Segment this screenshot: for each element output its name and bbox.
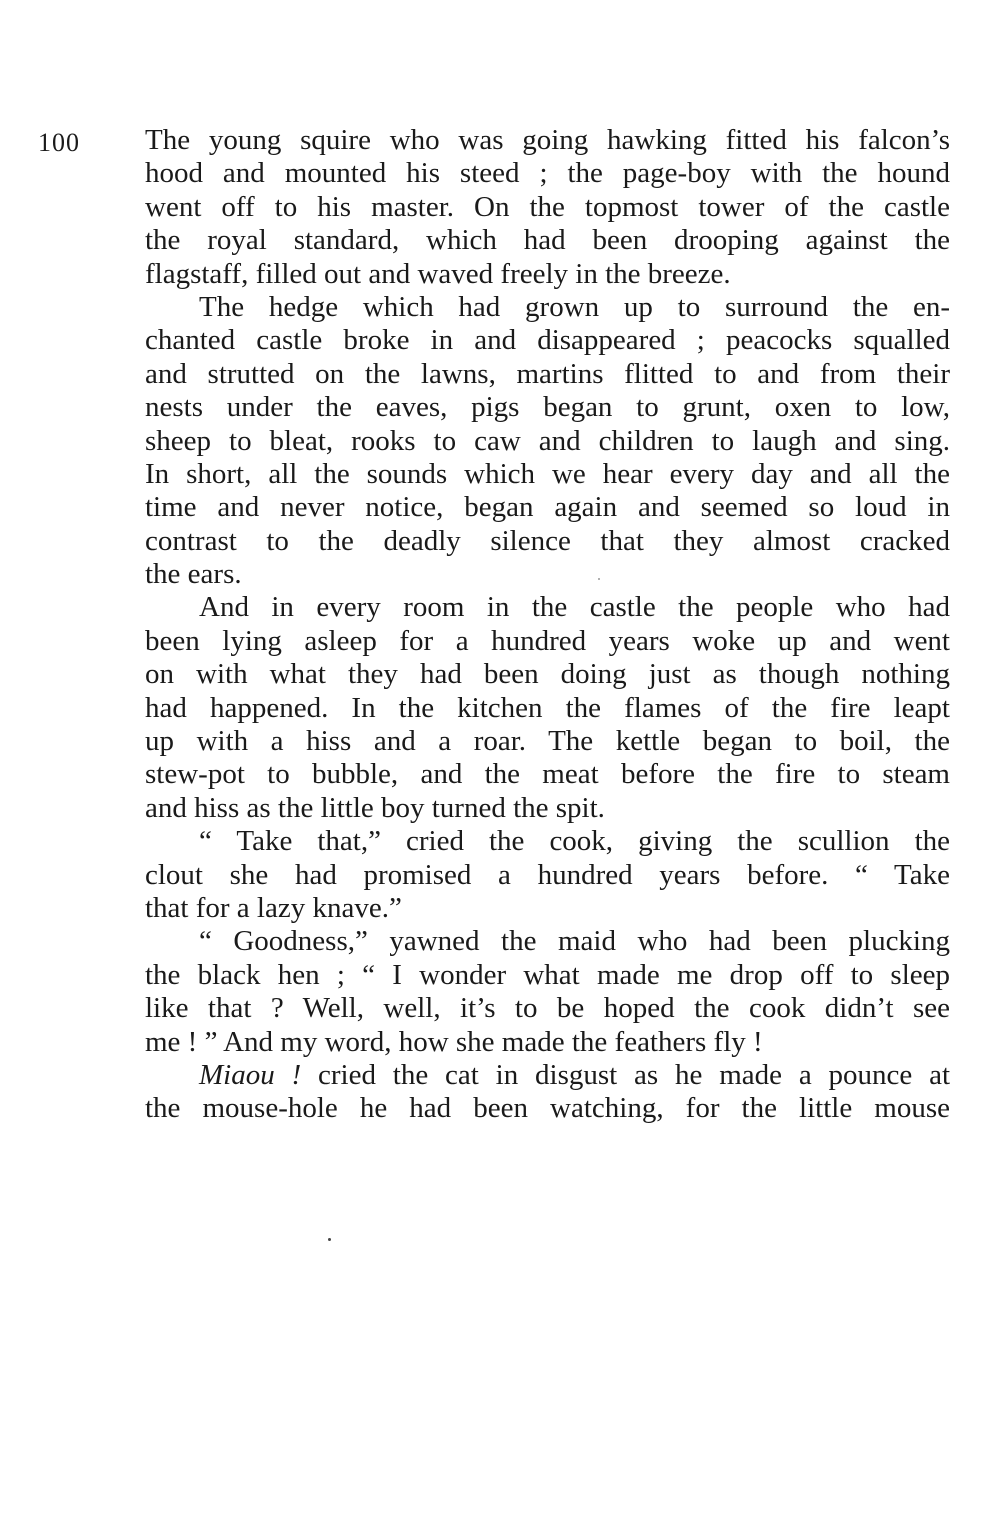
- page-number: 100: [38, 128, 80, 157]
- text-line: [145, 1059, 950, 1092]
- text-line: contrast to the deadly silence that they almost cracked: [145, 524, 950, 557]
- text-line: that for a lazy knave.”: [145, 891, 402, 924]
- text-line: up with a hiss and a roar. The kettle began to boil, the: [145, 725, 950, 758]
- text-line: “ Take that,” cried the cook, giving the scullion the: [199, 825, 950, 858]
- scan-speck: [598, 578, 600, 580]
- text-line: flagstaff, filled out and waved freely in the breeze.: [145, 257, 731, 290]
- text-line: the mouse-hole he had been watching, for the little mouse: [145, 1092, 950, 1125]
- text-line: In short, all the sounds which we hear every day and all the: [145, 457, 950, 490]
- text-line: “ Goodness,” yawned the maid who had been plucking: [199, 925, 950, 958]
- text-line: time and never notice, began again and seemed so loud in: [145, 491, 950, 524]
- italic-text: Miaou !: [199, 1058, 302, 1091]
- text-line: The young squire who was going hawking fitted his falcon’s: [145, 124, 950, 156]
- text-line: and hiss as the little boy turned the spit.: [145, 791, 605, 824]
- text-line: like that ? Well, well, it’s to be hoped the cook didn’t see: [145, 992, 950, 1025]
- text-line: been lying asleep for a hundred years woke up and went: [145, 624, 950, 657]
- text-line: and strutted on the lawns, martins flitted to and from their: [145, 357, 950, 390]
- text-line: The hedge which had grown up to surround the en-: [199, 290, 950, 323]
- text-line: stew-pot to bubble, and the meat before the fire to steam: [145, 758, 950, 791]
- text-line: clout she had promised a hundred years before. “ Take: [145, 858, 950, 891]
- text-line: on with what they had been doing just as though nothing: [145, 658, 950, 691]
- scan-speck: [328, 1238, 331, 1241]
- text-line: hood and mounted his steed ; the page-boy with the hound: [145, 157, 950, 190]
- text-line: And in every room in the castle the people who had: [199, 591, 950, 624]
- text-line: nests under the eaves, pigs began to grunt, oxen to low,: [145, 391, 950, 424]
- text-line: went off to his master. On the topmost tower of the castle: [145, 190, 950, 223]
- body-text: [145, 124, 950, 1126]
- line-text: cried the cat in disgust as he made a pounce at: [301, 1058, 950, 1091]
- text-line: the black hen ; “ I wonder what made me drop off to sleep: [145, 958, 950, 991]
- text-line: me ! ” And my word, how she made the feathers fly !: [145, 1025, 763, 1058]
- text-line: the royal standard, which had been drooping against the: [145, 224, 950, 257]
- text-line: had happened. In the kitchen the flames of the fire leapt: [145, 691, 950, 724]
- text-line: chanted castle broke in and disappeared ; peacocks squalled: [145, 324, 950, 357]
- text-line: the ears.: [145, 558, 242, 591]
- text-line: sheep to bleat, rooks to caw and children to laugh and sing.: [145, 424, 950, 457]
